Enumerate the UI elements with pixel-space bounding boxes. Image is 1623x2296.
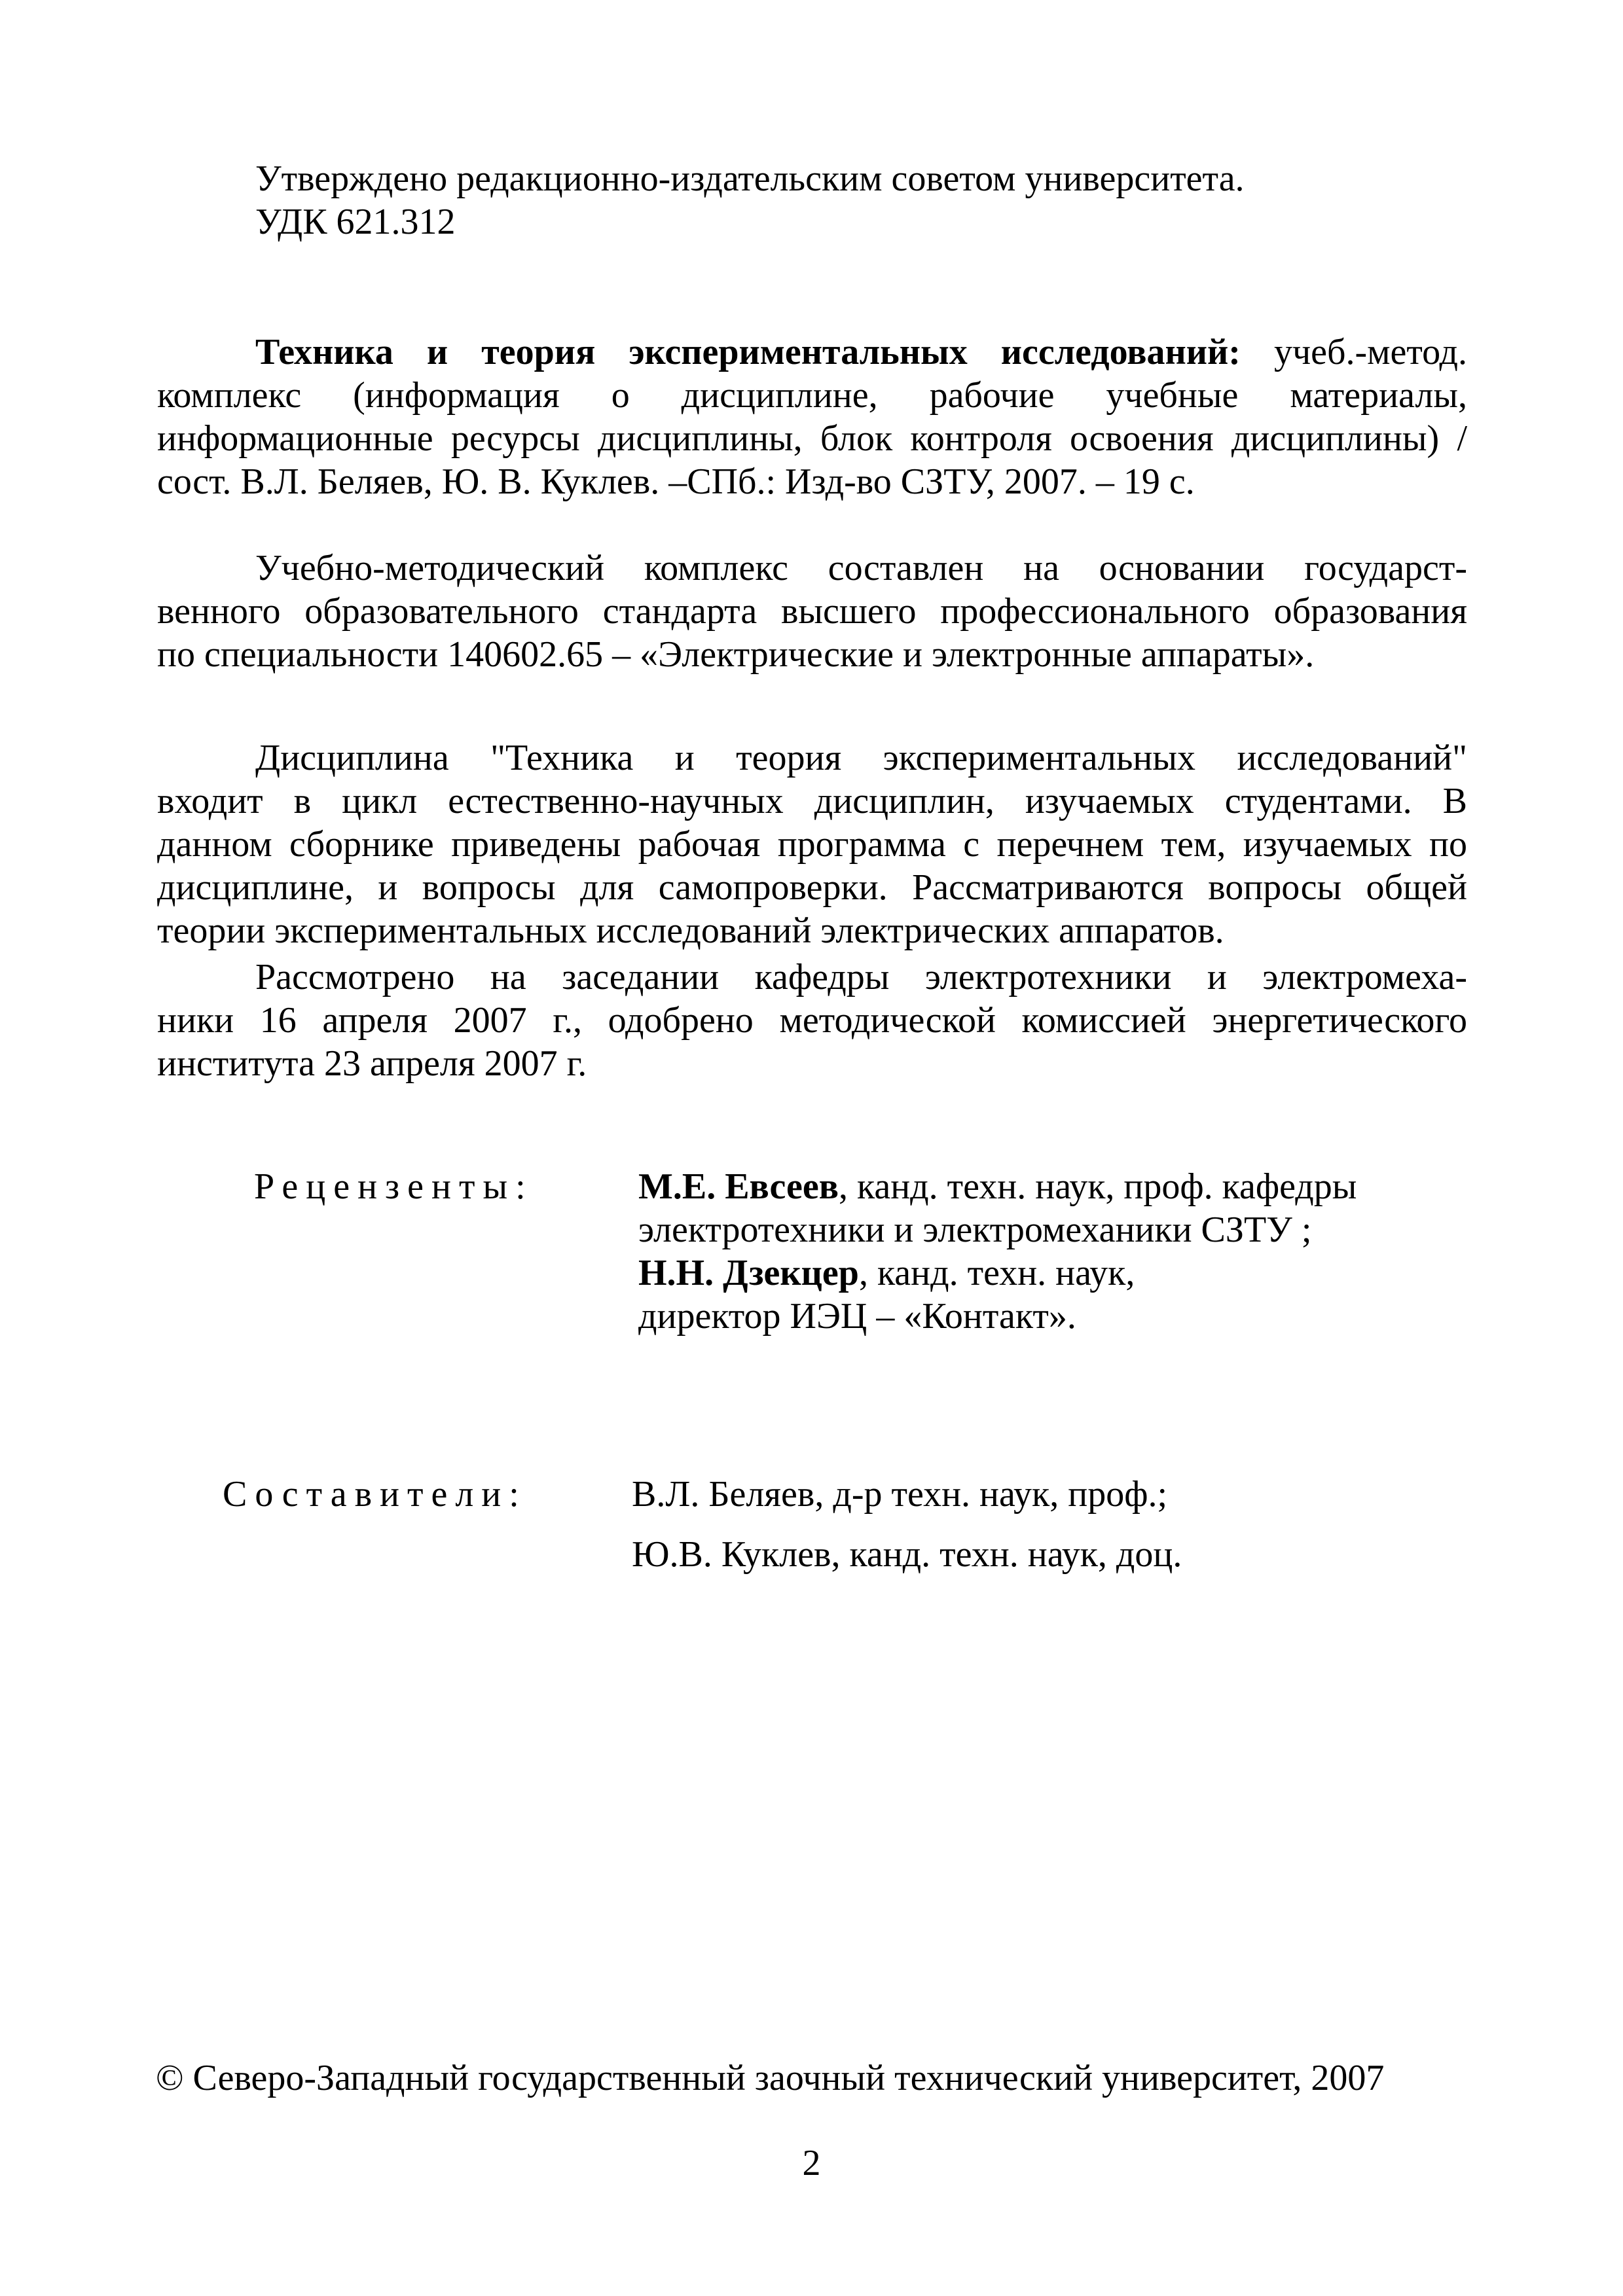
- standard-line-3: по специальности 140602.65 – «Электрические и электронные аппараты».: [157, 634, 1315, 675]
- description-line-1-rest: учеб.-метод.: [1273, 332, 1468, 372]
- compilers-list: [632, 1473, 1483, 1593]
- compiler-1: В.Л. Беляев, д-р техн. наук, проф.;: [632, 1474, 1168, 1515]
- approval-paragraph: [157, 956, 1467, 1085]
- approval-note: Утверждено редакционно-издательским советом университета.: [255, 158, 1245, 199]
- reviewer-2-name: Н.Н. Дзекцер: [638, 1253, 859, 1293]
- approval-line-1: Рассмотрено на заседании кафедры электротехники и электромеха-: [255, 957, 1467, 997]
- standard-line-2: венного образовательного стандарта высшего профессионального образования: [157, 591, 1467, 632]
- reviewer-1-name: М.Е. Евсеев: [638, 1166, 839, 1207]
- reviewers-list: [638, 1165, 1489, 1338]
- reviewer-1-affiliation: электротехники и электромеханики СЗТУ ;: [638, 1210, 1312, 1250]
- approval-line-3: института 23 апреля 2007 г.: [157, 1043, 587, 1084]
- description-line-4: сост. В.Л. Беляев, Ю. В. Куклев. –СПб.: Изд-во СЗТУ, 2007. – 19 с.: [157, 461, 1195, 502]
- description-title: Техника и теория экспериментальных исследований:: [255, 332, 1241, 372]
- compiler-2: Ю.В. Куклев, канд. техн. наук, доц.: [632, 1534, 1182, 1575]
- standard-line-1: Учебно-методический комплекс составлен на основании государст-: [255, 548, 1467, 588]
- discipline-line-1: Дисциплина "Техника и теория экспериментальных исследований": [255, 738, 1467, 778]
- reviewer-2-title: , канд. техн. наук,: [858, 1253, 1135, 1293]
- discipline-line-4: дисциплине, и вопросы для самопроверки. Рассматриваются вопросы общей: [157, 867, 1467, 908]
- approval-line-2: ники 16 апреля 2007 г., одобрено методической комиссией энергетического: [157, 1000, 1467, 1041]
- reviewer-1: [638, 1165, 1489, 1208]
- page-number: 2: [802, 2143, 821, 2183]
- description-line-1: [157, 331, 1467, 374]
- description-line-3: информационные ресурсы дисциплины, блок контроля освоения дисциплины) /: [157, 418, 1467, 459]
- reviewer-2: [638, 1251, 1489, 1295]
- discipline-line-5: теории экспериментальных исследований электрических аппаратов.: [157, 910, 1224, 951]
- copyright-notice: © Северо-Западный государственный заочный технический университет, 2007: [156, 2058, 1385, 2098]
- compilers-label: Составители:: [223, 1474, 527, 1515]
- bibliographic-description: [157, 331, 1467, 503]
- udk-code: УДК 621.312: [255, 202, 456, 242]
- standard-paragraph: [157, 547, 1467, 676]
- header-block: [255, 157, 1499, 243]
- description-line-2: комплекс (информация о дисциплине, рабочие учебные материалы,: [157, 375, 1467, 416]
- discipline-line-3: данном сборнике приведены рабочая программа с перечнем тем, изучаемых по: [157, 824, 1467, 865]
- discipline-paragraph: [157, 736, 1467, 952]
- reviewer-2-affiliation: директор ИЭЦ – «Контакт».: [638, 1296, 1076, 1336]
- discipline-line-2: входит в цикл естественно-научных дисциплин, изучаемых студентами. В: [157, 781, 1467, 821]
- reviewer-1-title: , канд. техн. наук, проф. кафедры: [838, 1166, 1357, 1207]
- reviewers-label: Рецензенты:: [254, 1166, 534, 1207]
